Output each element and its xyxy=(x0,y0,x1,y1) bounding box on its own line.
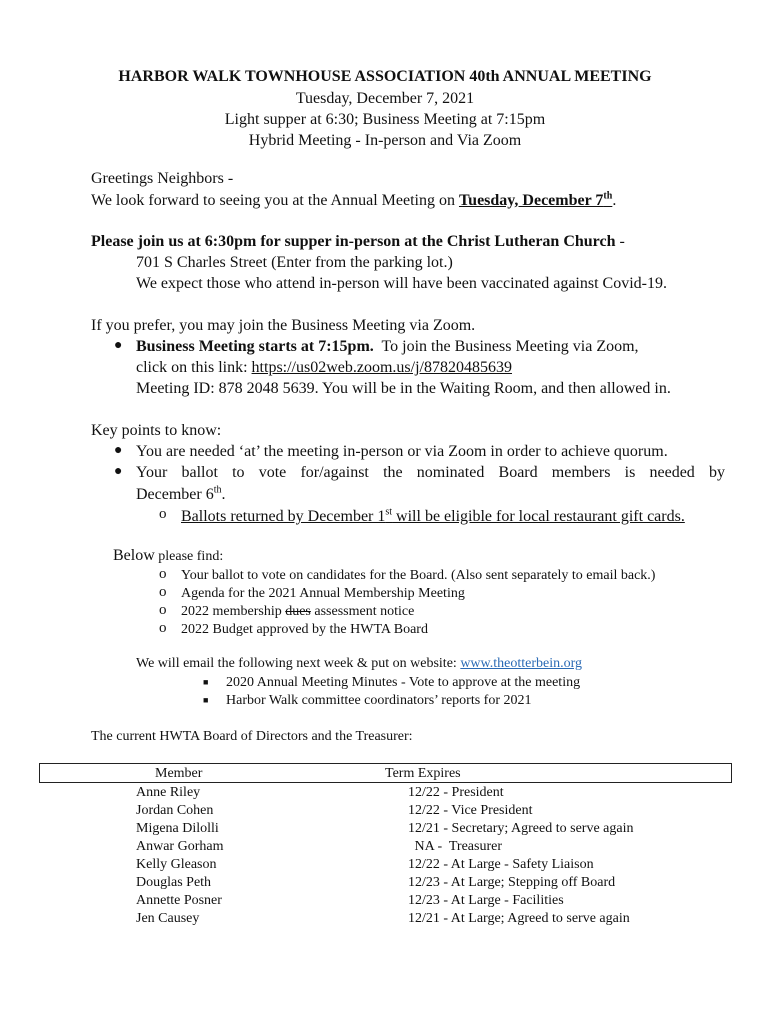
below-item-assessment: 2022 membership dues assessment notice xyxy=(181,604,415,619)
meeting-title: HARBOR WALK TOWNHOUSE ASSOCIATION 40th ANNUAL MEETING xyxy=(118,68,652,85)
table-right-border xyxy=(731,763,732,783)
bullet-disc-icon: ● xyxy=(114,464,123,479)
table-row-member: Douglas Peth xyxy=(136,875,212,890)
column-header-member: Member xyxy=(155,766,203,781)
email-item-reports: Harbor Walk committee coordinators’ reports for 2021 xyxy=(226,693,532,708)
table-row-member: Jen Causey xyxy=(136,911,200,926)
below-heading: Below please find: xyxy=(113,547,224,564)
meeting-format: Hybrid Meeting - In-person and Via Zoom xyxy=(248,132,522,149)
bullet-circle-icon: o xyxy=(159,620,167,636)
key-point-gift-cards: Ballots returned by December 1st will be eligible for local restaurant gift cards. xyxy=(181,506,685,525)
zoom-link[interactable]: https://us02web.zoom.us/j/87820485639 xyxy=(251,359,512,376)
zoom-intro: If you prefer, you may join the Business Meeting via Zoom. xyxy=(91,317,476,334)
key-points-heading: Key points to know: xyxy=(91,422,222,439)
supper-invite: Please join us at 6:30pm for supper in-person at the Christ Lutheran Church - xyxy=(91,233,625,250)
bullet-square-icon: ■ xyxy=(203,695,209,705)
greeting-line: We look forward to seeing you at the Annual Meeting on Tuesday, December 7th. xyxy=(91,190,617,209)
key-point-ballot: Your ballot to vote for/against the nominated Board members is needed by xyxy=(136,464,725,481)
email-intro: We will email the following next week & put on website: www.theotterbein.org xyxy=(136,656,583,671)
table-row-member: Kelly Gleason xyxy=(136,857,217,872)
column-header-term: Term Expires xyxy=(385,766,461,781)
table-row-term: 12/23 - At Large; Stepping off Board xyxy=(408,875,616,890)
meeting-times: Light supper at 6:30; Business Meeting at 7:15pm xyxy=(224,111,546,128)
bullet-circle-icon: o xyxy=(159,584,167,600)
vaccine-note: We expect those who attend in-person will have been vaccinated against Covid-19. xyxy=(136,275,667,292)
table-row-term: 12/22 - Vice President xyxy=(408,803,533,818)
key-point-ballot-date: December 6th. xyxy=(136,484,226,503)
church-address: 701 S Charles Street (Enter from the parking lot.) xyxy=(136,254,453,271)
table-row-member: Jordan Cohen xyxy=(136,803,214,818)
key-point-quorum: You are needed ‘at’ the meeting in-person or via Zoom in order to achieve quorum. xyxy=(136,443,668,460)
board-intro: The current HWTA Board of Directors and the Treasurer: xyxy=(91,729,413,744)
table-row-term: 12/22 - President xyxy=(408,785,504,800)
greeting-meeting-date: Tuesday, December 7th xyxy=(458,190,613,209)
zoom-meeting-id: Meeting ID: 878 2048 5639. You will be in the Waiting Room, and then allowed in. xyxy=(136,380,671,397)
table-top-border xyxy=(39,763,732,764)
table-row-member: Migena Dilolli xyxy=(136,821,219,836)
email-item-minutes: 2020 Annual Meeting Minutes - Vote to approve at the meeting xyxy=(226,675,581,690)
bullet-disc-icon: ● xyxy=(114,443,123,458)
zoom-start-time: Business Meeting starts at 7:15pm. To join the Business Meeting via Zoom, xyxy=(136,338,639,355)
table-row-term: 12/21 - At Large; Agreed to serve again xyxy=(408,911,630,926)
table-row-member: Annette Posner xyxy=(136,893,222,908)
below-item-ballot: Your ballot to vote on candidates for the Board. (Also sent separately to email back.) xyxy=(181,568,656,583)
table-row-term: 12/23 - At Large - Facilities xyxy=(408,893,564,908)
below-item-agenda: Agenda for the 2021 Annual Membership Meeting xyxy=(181,586,465,601)
struck-word: dues xyxy=(285,604,311,619)
table-left-border xyxy=(39,763,40,783)
below-item-budget: 2022 Budget approved by the HWTA Board xyxy=(181,622,428,637)
table-row-term: 12/21 - Secretary; Agreed to serve again xyxy=(408,821,634,836)
bullet-circle-icon: o xyxy=(159,566,167,582)
bullet-square-icon: ■ xyxy=(203,677,209,687)
meeting-date: Tuesday, December 7, 2021 xyxy=(295,90,475,107)
table-row-member: Anwar Gorham xyxy=(136,839,224,854)
zoom-link-line: click on this link: https://us02web.zoom.us/j/87820485639 xyxy=(136,359,512,376)
website-link[interactable]: www.theotterbein.org xyxy=(460,656,583,671)
table-row-member: Anne Riley xyxy=(136,785,201,800)
greeting-salutation: Greetings Neighbors - xyxy=(91,170,234,187)
table-row-term: NA - Treasurer xyxy=(411,839,502,854)
bullet-disc-icon: ● xyxy=(114,338,123,353)
bullet-circle-icon: o xyxy=(159,506,167,522)
bullet-circle-icon: o xyxy=(159,602,167,618)
table-row-term: 12/22 - At Large - Safety Liaison xyxy=(408,857,594,872)
